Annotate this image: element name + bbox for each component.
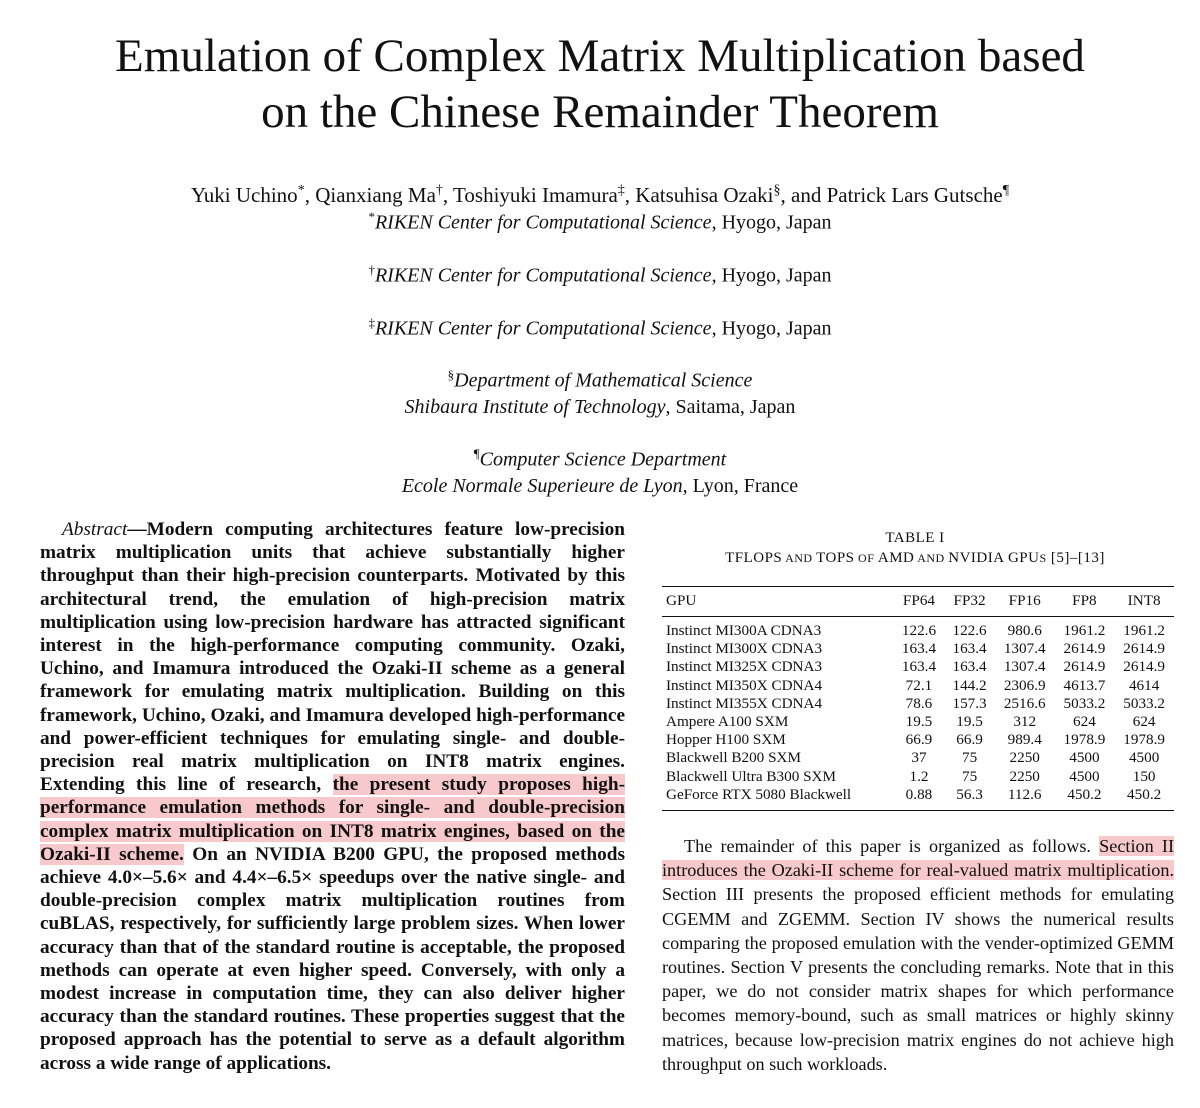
- affiliation-location: , Hyogo, Japan: [711, 317, 832, 340]
- affiliation-institution: Shibaura Institute of Technology: [404, 395, 666, 418]
- table-cell-value: 19.5: [956, 713, 983, 731]
- table-body: [662, 617, 1174, 811]
- affiliation-mark: *: [368, 209, 375, 224]
- author-name: Toshiyuki Imamura: [453, 183, 618, 207]
- affiliation-5: [0, 441, 1200, 499]
- affiliation-2: [0, 257, 1200, 289]
- paragraph-text: The remainder of this paper is organized as follows.: [684, 836, 1100, 856]
- table-cell-value: 2306.9: [1003, 676, 1046, 694]
- table-cell-value: 2516.6: [1003, 694, 1046, 712]
- table-cell-gpu: Instinct MI350X CDNA4: [666, 676, 823, 694]
- author-separator: ,: [624, 183, 636, 207]
- table-cell-value: 19.5: [905, 713, 933, 731]
- author-name: Yuki Uchino: [190, 183, 298, 207]
- table-cell-value: 2614.9: [1123, 658, 1166, 676]
- table-cell-value: 163.4: [901, 658, 937, 676]
- table-cell-value: 980.6: [1007, 622, 1042, 639]
- table-cell-value: 450.2: [1067, 785, 1102, 803]
- affiliation-department: Department of Mathematical Science: [454, 369, 753, 392]
- caption-word: TFLOPS: [725, 550, 783, 566]
- affiliation-institution: RIKEN Center for Computational Science: [374, 264, 712, 287]
- affiliation-mark: ¶: [473, 446, 480, 461]
- table-row: [662, 640, 1174, 658]
- abstract-text: Modern computing architectures feature low-precision matrix multiplication units that achieve substantially higher throughput than their high-precision counterparts. Motivated by this architectural trend, the emulation of high-precision matrix multiplication using low-precision hardware has attracted significant interest in the high-performance computing community. Ozaki, Uchino, and Imamura introduced the Ozaki-II scheme as a general framework for emulating matrix multiplication. Building on this framework, Uchino, Ozaki, and Imamura developed high-performance and power-efficient techniques for emulating single- and double-precision real matrix multiplication on INT8 matrix engines. Extending this line of research,: [40, 519, 625, 796]
- table-cell-value: 150: [1132, 767, 1156, 785]
- header-fp64: FP64: [894, 587, 945, 617]
- table-cell-gpu: GeForce RTX 5080 Blackwell: [666, 785, 852, 803]
- affiliation-mark: §: [447, 367, 455, 382]
- table-cell-value: 144.2: [952, 676, 987, 694]
- table-cell-gpu: Instinct MI300X CDNA3: [666, 640, 823, 658]
- affiliation-location: , Hyogo, Japan: [711, 211, 832, 234]
- table-row: [662, 731, 1174, 749]
- abstract-dash: —: [127, 519, 147, 540]
- table-row: [662, 786, 1174, 811]
- paper-title: [20, 28, 1180, 140]
- header-fp8: FP8: [1055, 587, 1115, 617]
- table-row: [662, 695, 1174, 713]
- affiliation-mark: ‡: [368, 315, 375, 330]
- table-cell-value: 4500: [1069, 767, 1100, 785]
- author-separator: , and: [780, 183, 827, 207]
- paragraph-text-continued: Section III presents the proposed efficient methods for emulating CGEMM and ZGEMM. Section IV shows the numerical results comparing the proposed emulation with the vender-optimized GEMM routines. Section V presents the concluding remarks. Note that in this paper, we do not consider matrix shapes for which performance becomes memory-bound, such as small matrices or highly skinny matrices, because low-precision matrix engines do not achieve high throughput on such workloads.: [662, 884, 1174, 1074]
- table-cell-value: 78.6: [905, 694, 933, 712]
- table-row: [662, 617, 1174, 641]
- table-cell-value: 1307.4: [1003, 640, 1046, 658]
- table-cell-value: 312: [1013, 713, 1037, 731]
- author-separator: ,: [304, 183, 316, 207]
- table-cell-value: 0.88: [905, 785, 933, 803]
- affiliation-4: [0, 362, 1200, 420]
- caption-word: AMD: [877, 550, 915, 566]
- table-row: [662, 749, 1174, 767]
- table-cell-gpu: Instinct MI300A CDNA3: [666, 622, 822, 639]
- table-cell-value: 1961.2: [1063, 622, 1106, 639]
- caption-word: [5]–[13]: [1046, 550, 1105, 566]
- table-cell-value: 1961.2: [1123, 622, 1166, 639]
- table-cell-value: 1978.9: [1063, 731, 1106, 749]
- table-cell-value: 624: [1073, 713, 1096, 731]
- author-mark: †: [435, 183, 443, 198]
- affiliation-institution: RIKEN Center for Computational Science: [374, 317, 712, 340]
- affiliation-location: , Saitama, Japan: [665, 395, 796, 418]
- paragraph-highlight: Section II introduces the Ozaki-II scheme for real-valued matrix multiplication.: [662, 836, 1174, 881]
- caption-word: AND: [914, 551, 949, 565]
- table-cell-value: 4500: [1128, 749, 1160, 767]
- table-cell-value: 624: [1132, 713, 1156, 731]
- gpu-performance-table: [662, 586, 1174, 811]
- abstract-text-continued: On an NVIDIA B200 GPU, the proposed methods achieve 4.0×–5.6× and 4.4×–6.5× speedups over the native single- and double-precision complex matrix multiplication routines from cuBLAS, respectively, for sufficiently large problem sizes. When lower accuracy than that of the standard routine is acceptable, the proposed methods can operate at even higher speed. Conversely, with only a modest increase in computation time, they can also deliver higher accuracy than the standard routines. These properties suggest that the proposed approach has the potential to serve as a default algorithm across a wide range of applications.: [40, 843, 625, 1074]
- table-cell-value: 72.1: [905, 676, 933, 694]
- table-row: [662, 658, 1174, 676]
- body-paragraph: [662, 834, 1174, 1076]
- author-mark: *: [297, 183, 305, 198]
- abstract-highlight: the present study proposes high-performance emulation methods for single- and double-precision complex matrix multiplication on INT8 matrix engines, based on the Ozaki-II scheme.: [40, 774, 625, 865]
- author-name: Patrick Lars Gutsche: [826, 183, 1003, 207]
- paragraph: [662, 834, 1174, 1076]
- table-row: [662, 768, 1174, 786]
- table-cell-value: 122.6: [901, 622, 937, 639]
- table-row: [662, 713, 1174, 731]
- affiliation-1: [0, 204, 1200, 236]
- author-mark: ‡: [617, 183, 625, 198]
- table-label: TABLE I: [885, 530, 945, 546]
- table-cell-value: 450.2: [1127, 785, 1162, 803]
- table-title: [655, 548, 1175, 568]
- table-cell-gpu: Ampere A100 SXM: [666, 713, 789, 731]
- table-cell-value: 157.3: [952, 694, 987, 712]
- table-cell-value: 163.4: [952, 640, 987, 658]
- table-cell-value: 2614.9: [1063, 640, 1106, 658]
- table-cell-value: 37: [911, 749, 927, 767]
- author-mark: §: [773, 183, 781, 198]
- table-cell-gpu: Instinct MI325X CDNA3: [666, 658, 823, 676]
- table-cell-gpu: Hopper H100 SXM: [666, 731, 786, 749]
- table-cell-value: 2250: [1009, 749, 1040, 767]
- author-name: Katsuhisa Ozaki: [635, 183, 774, 207]
- caption-word: TOPS: [816, 550, 855, 566]
- affiliation-location: , Lyon, France: [682, 474, 799, 497]
- table-cell-value: 2250: [1009, 767, 1040, 785]
- header-fp32: FP32: [944, 587, 995, 617]
- affiliation-3: [0, 310, 1200, 342]
- table-cell-value: 122.6: [952, 622, 987, 639]
- caption-word: NVIDIA GPU: [948, 550, 1040, 566]
- table-cell-value: 56.3: [956, 785, 983, 803]
- abstract: [40, 518, 625, 1075]
- table-cell-value: 5033.2: [1063, 694, 1106, 712]
- table-header-row: [662, 587, 1174, 617]
- table-cell-gpu: Blackwell B200 SXM: [666, 749, 801, 767]
- table-cell-value: 1307.4: [1003, 658, 1046, 676]
- table-cell-gpu: Instinct MI355X CDNA4: [666, 694, 823, 712]
- title-line-1: Emulation of Complex Matrix Multiplication based: [115, 30, 1085, 82]
- table-row: [662, 677, 1174, 695]
- header-fp16: FP16: [995, 587, 1055, 617]
- affiliation-department: Computer Science Department: [479, 448, 727, 471]
- caption-word: AND: [782, 551, 817, 565]
- table-cell-value: 163.4: [901, 640, 937, 658]
- table-cell-value: 2614.9: [1123, 640, 1166, 658]
- header-gpu: GPU: [662, 587, 894, 617]
- header-int8: INT8: [1114, 587, 1174, 617]
- table-cell-value: 4613.7: [1063, 676, 1106, 694]
- table-cell-value: 163.4: [952, 658, 987, 676]
- table-cell-value: 1978.9: [1123, 731, 1166, 749]
- table-cell-value: 66.9: [905, 731, 933, 749]
- affiliation-institution: Ecole Normale Superieure de Lyon: [401, 474, 683, 497]
- caption-word: OF: [854, 551, 878, 565]
- affiliation-institution: RIKEN Center for Computational Science: [374, 211, 712, 234]
- author-name: Qianxiang Ma: [315, 183, 436, 207]
- affiliation-location: , Hyogo, Japan: [711, 264, 832, 287]
- table-caption: [655, 528, 1175, 568]
- table-cell-value: 2614.9: [1063, 658, 1106, 676]
- table-cell-value: 112.6: [1007, 785, 1042, 803]
- table-cell-value: 75: [961, 749, 978, 767]
- table-cell-gpu: Blackwell Ultra B300 SXM: [666, 767, 836, 785]
- table-cell-value: 1.2: [909, 767, 929, 785]
- affiliation-mark: †: [368, 262, 375, 277]
- table-cell-value: 75: [961, 767, 978, 785]
- table-cell-value: 4614: [1128, 676, 1160, 694]
- table-cell-value: 5033.2: [1123, 694, 1166, 712]
- table-cell-value: 66.9: [956, 731, 983, 749]
- caption-word: S: [1039, 551, 1047, 565]
- table-cell-value: 989.4: [1007, 731, 1042, 749]
- table-cell-value: 4500: [1069, 749, 1100, 767]
- author-separator: ,: [442, 183, 454, 207]
- abstract-heading: Abstract: [62, 519, 128, 540]
- title-line-2: on the Chinese Remainder Theorem: [261, 86, 939, 138]
- author-mark: ¶: [1002, 183, 1010, 198]
